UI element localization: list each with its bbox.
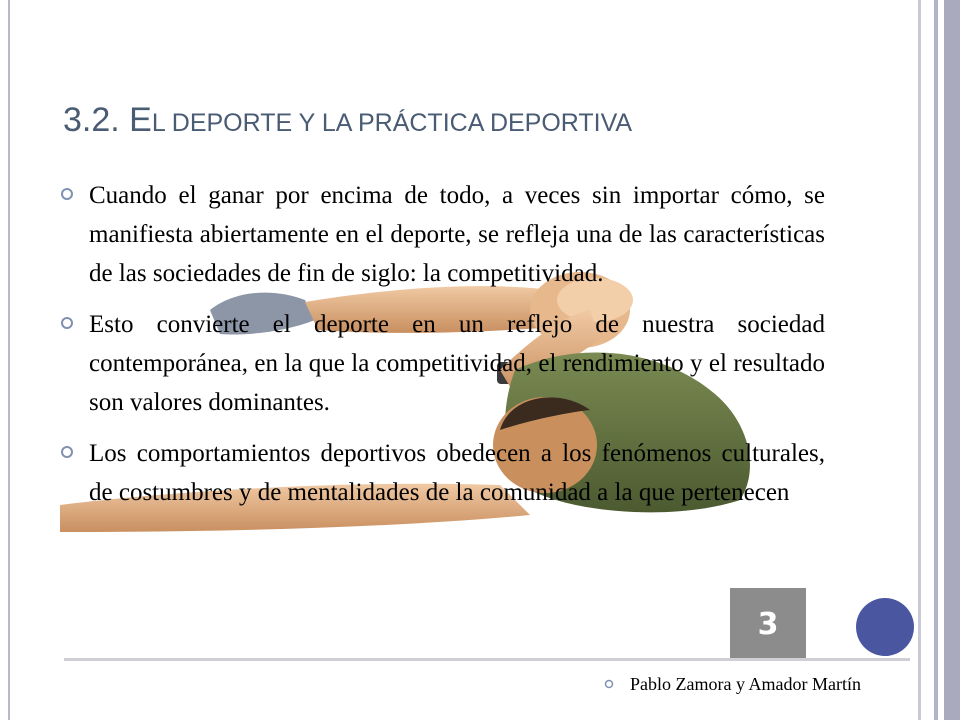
left-border-line: [8, 0, 10, 720]
right-stripe-decoration: [914, 0, 960, 720]
slide-title-rest: L DEPORTE Y LA PRÁCTICA DEPORTIVA: [151, 109, 633, 137]
footer-divider: [64, 658, 910, 661]
ring-bullet-icon: [60, 445, 74, 459]
bullet-text: Los comportamientos deportivos obedecen a los fenómenos culturales, de costumbres y de mentalidades de la comunidad a la que pertenecen: [89, 440, 825, 506]
bullet-item: [60, 305, 825, 422]
bullet-text: Cuando el ganar por encima de todo, a veces sin importar cómo, se manifiesta abiertamente en el deporte, se refleja una de las características de las sociedades de fin de siglo: la competitividad.: [89, 182, 825, 287]
decorative-circle: [856, 598, 914, 656]
slide-title: [63, 100, 903, 143]
bullet-item: [60, 176, 825, 293]
ring-bullet-icon: [604, 679, 614, 689]
bullet-text: Esto convierte el deporte en un reflejo de nuestra sociedad contemporánea, en la que la competitividad, el rendimiento y el resultado son valores dominantes.: [89, 311, 825, 416]
page-number-badge: 3: [730, 588, 806, 660]
bullet-list: [60, 176, 825, 524]
ring-bullet-icon: [60, 187, 74, 201]
ring-bullet-icon: [60, 316, 74, 330]
footer-author-text: Pablo Zamora y Amador Martín: [630, 674, 861, 694]
slide-title-prefix: 3.2. E: [63, 101, 152, 139]
bullet-item: [60, 434, 825, 512]
